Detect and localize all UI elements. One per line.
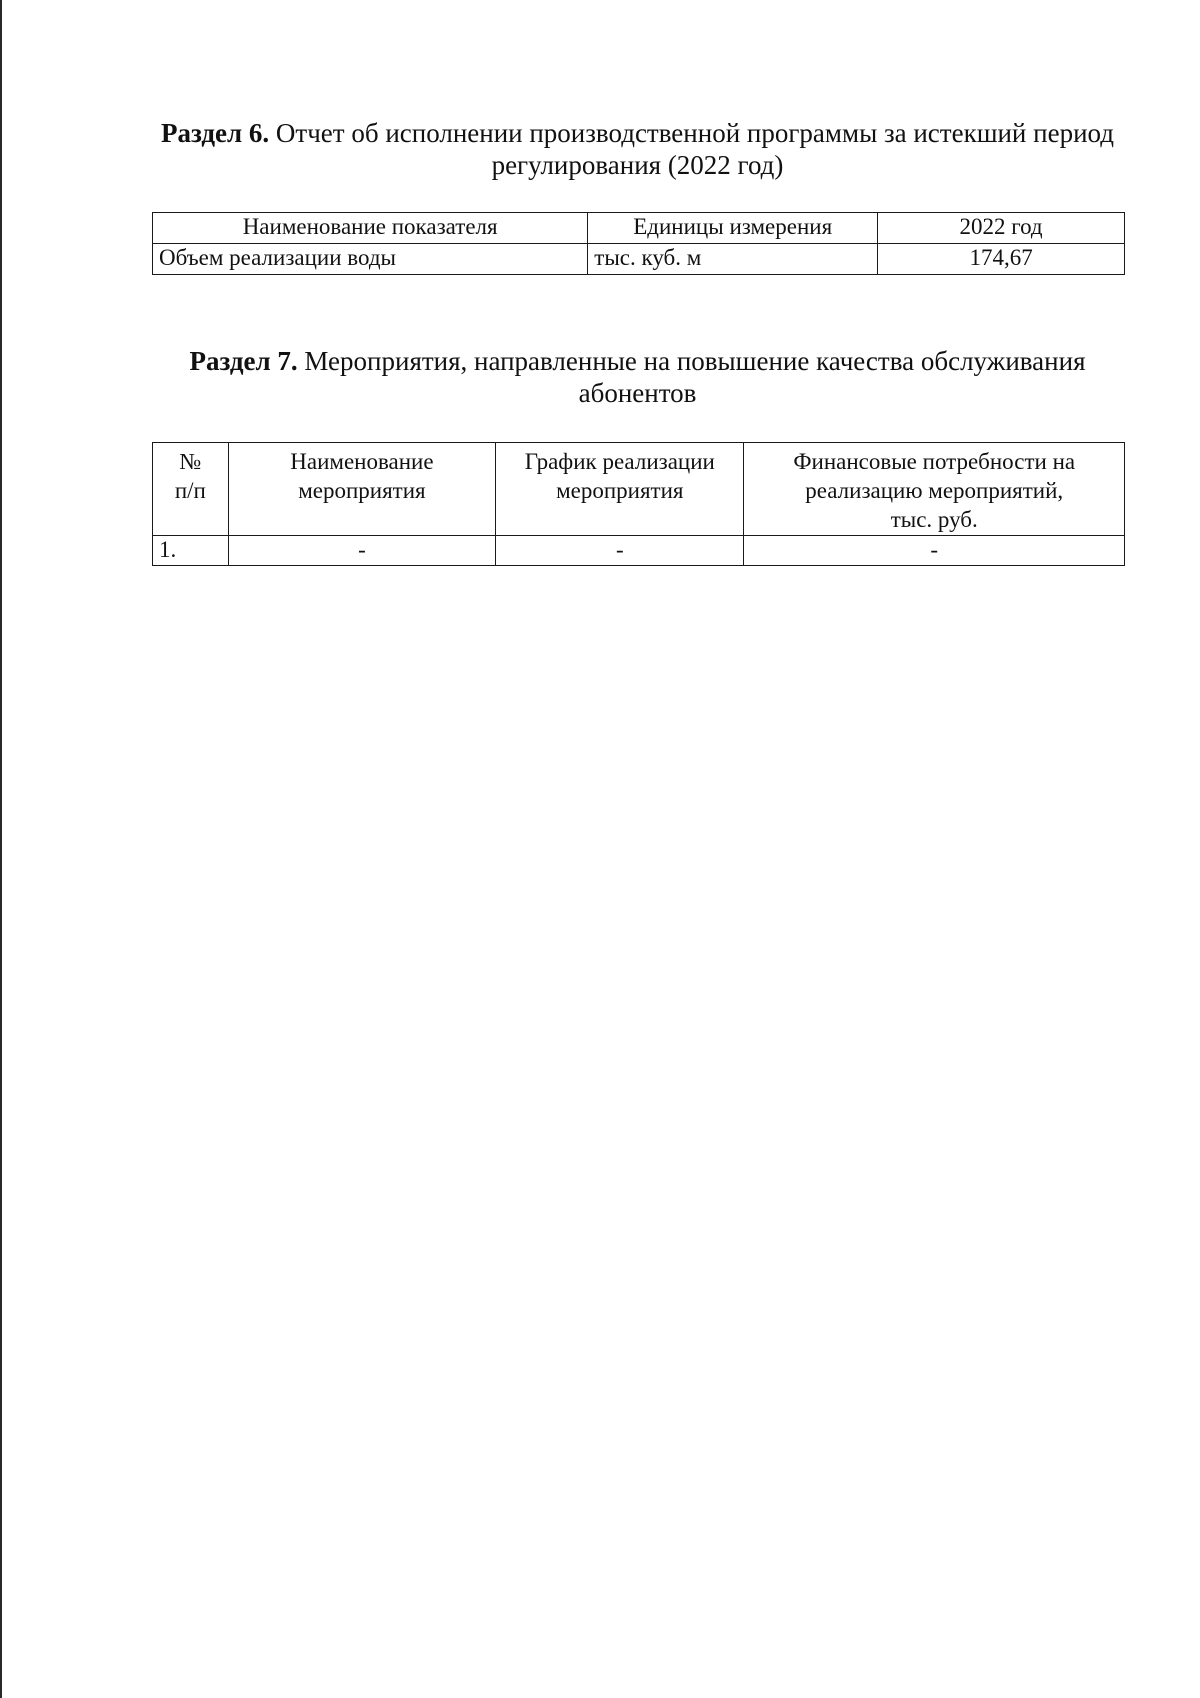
section-6-label: Раздел 6. xyxy=(161,118,270,148)
header-financing-text: Финансовые потребности на реализацию мероприятий, тыс. руб. xyxy=(793,449,1076,532)
section-7-table xyxy=(152,442,1125,566)
table-row xyxy=(153,536,1125,566)
table-row xyxy=(153,244,1125,275)
measure-name-cell: - xyxy=(228,536,495,566)
section-6-table xyxy=(152,212,1125,275)
schedule-cell: - xyxy=(496,536,744,566)
header-cell xyxy=(228,443,495,536)
section-7-label: Раздел 7. xyxy=(189,346,298,376)
section-7-title: Мероприятия, направленные на повышение качества обслуживания абонентов xyxy=(304,346,1086,408)
header-measure-name-text: Наименование мероприятия xyxy=(290,449,434,503)
row-number-cell: 1. xyxy=(153,536,229,566)
header-cell: 2022 год xyxy=(878,213,1125,244)
unit-cell: тыс. куб. м xyxy=(588,244,878,275)
financing-cell: - xyxy=(744,536,1125,566)
header-cell xyxy=(153,443,229,536)
section-6-title: Отчет об исполнении производственной программы за истекший период регулирования (2022 год) xyxy=(275,118,1114,180)
section-7-heading xyxy=(140,345,1135,409)
table-header-row xyxy=(153,213,1125,244)
scan-left-edge xyxy=(0,0,2,1698)
value-cell: 174,67 xyxy=(878,244,1125,275)
header-number-text: № п/п xyxy=(174,449,206,503)
table-header-row xyxy=(153,443,1125,536)
header-schedule-text: График реализации мероприятия xyxy=(524,449,715,503)
header-cell xyxy=(744,443,1125,536)
header-cell xyxy=(496,443,744,536)
header-cell: Единицы измерения xyxy=(588,213,878,244)
header-cell: Наименование показателя xyxy=(153,213,588,244)
indicator-name-cell: Объем реализации воды xyxy=(153,244,588,275)
section-6-heading xyxy=(140,117,1135,181)
